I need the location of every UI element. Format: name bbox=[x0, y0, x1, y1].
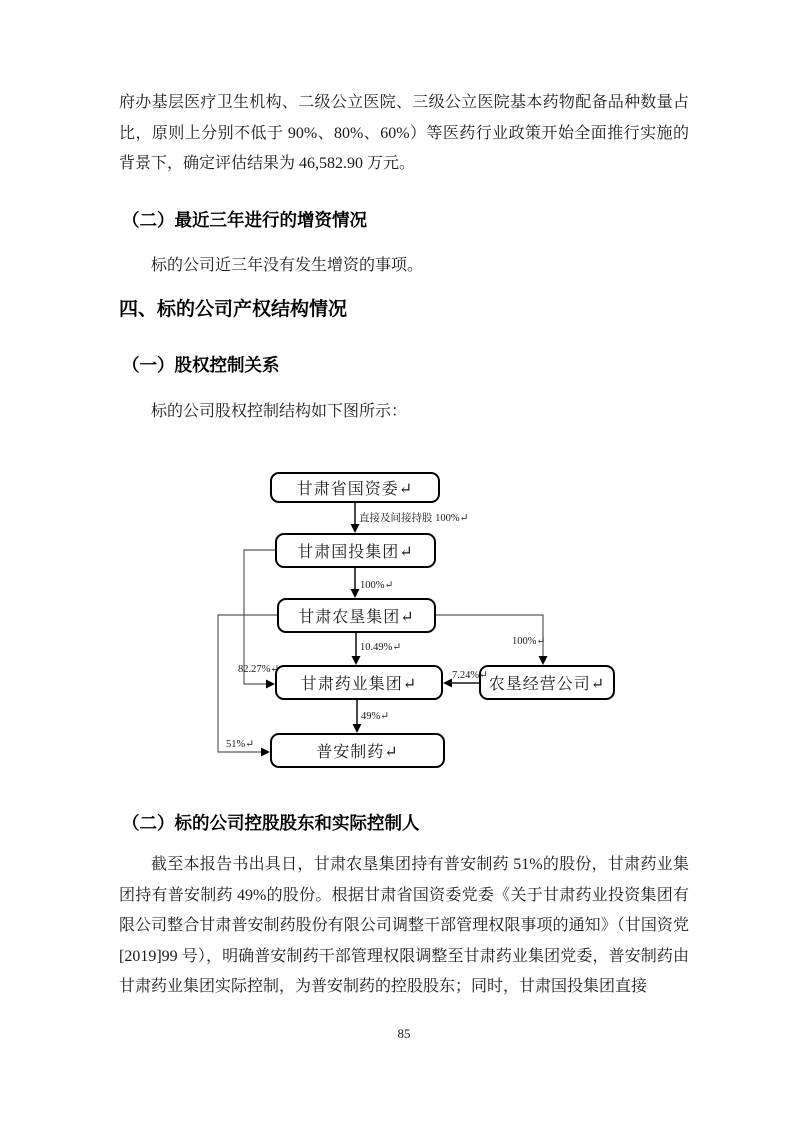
paragraph-valuation: 府办基层医疗卫生机构、二级公立医院、三级公立医院基本药物配备品种数量占比，原则上分别不低于 90%、80%、60%）等医药行业政策开始全面推行实施的背景下，确定评估结果为 46,582.90 万元。 bbox=[119, 94, 689, 173]
edge-label-yaoye-to-puan: 49%↵ bbox=[361, 711, 390, 722]
edge-label-nongken-to-jingying: 100%↵ bbox=[512, 636, 546, 647]
edge-guotou-to-nongken bbox=[351, 568, 360, 598]
page-number: 85 bbox=[397, 1026, 411, 1041]
edge-label-nongken-to-puan: 51%↵ bbox=[226, 739, 255, 750]
paragraph-structure-intro: 标的公司股权控制结构如下图所示： bbox=[151, 403, 408, 420]
org-node-gansu-guotou: 甘肃国投集团↵ bbox=[275, 533, 436, 568]
heading-capital-increase: （二）最近三年进行的增资情况 bbox=[122, 210, 367, 230]
paragraph-controller: 截至本报告书出具日，甘肃农垦集团持有普安制药 51%的股份，甘肃药业集团持有普安制药 49%的股份。根据甘肃省国资委党委《关于甘肃药业投资集团有限公司整合甘肃普安制药股份有限公司调整干部管理权限事项的通知》（甘国资党[2019]99 号），明确普安制药干部管理权限调整至甘肃药业集团党委，普安制药由甘肃药业集团实际控制，为普安制药的控股股东；同时，甘肃国投集团直接 bbox=[119, 856, 689, 996]
org-node-gansu-nongken: 甘肃农垦集团↵ bbox=[277, 598, 436, 633]
edge-label-sasac-to-guotou: 直接及间接持股 100%↵ bbox=[359, 513, 469, 524]
edge-label-guotou-to-nongken: 100%↵ bbox=[360, 580, 394, 591]
edge-label-jingying-to-yaoye: 7.24%↵ bbox=[452, 670, 488, 681]
org-node-puan-zhiyao: 普安制药↵ bbox=[270, 733, 445, 768]
edge-label-nongken-to-yaoye: 10.49%↵ bbox=[360, 642, 402, 653]
org-node-gansu-sasac: 甘肃省国资委↵ bbox=[270, 472, 440, 503]
org-node-nongken-jingying: 农垦经营公司↵ bbox=[479, 665, 615, 700]
org-node-gansu-yaoye: 甘肃药业集团↵ bbox=[275, 665, 443, 700]
equity-structure-chart bbox=[0, 460, 793, 790]
heading-ownership-structure: 四、标的公司产权结构情况 bbox=[119, 299, 348, 320]
paragraph-no-increase: 标的公司近三年没有发生增资的事项。 bbox=[151, 257, 424, 274]
edge-label-guotou-to-yaoye: 82.27%↵ bbox=[238, 664, 280, 675]
heading-equity-control: （一）股权控制关系 bbox=[122, 355, 280, 375]
heading-controlling-shareholder: （二）标的公司控股股东和实际控制人 bbox=[122, 813, 420, 833]
